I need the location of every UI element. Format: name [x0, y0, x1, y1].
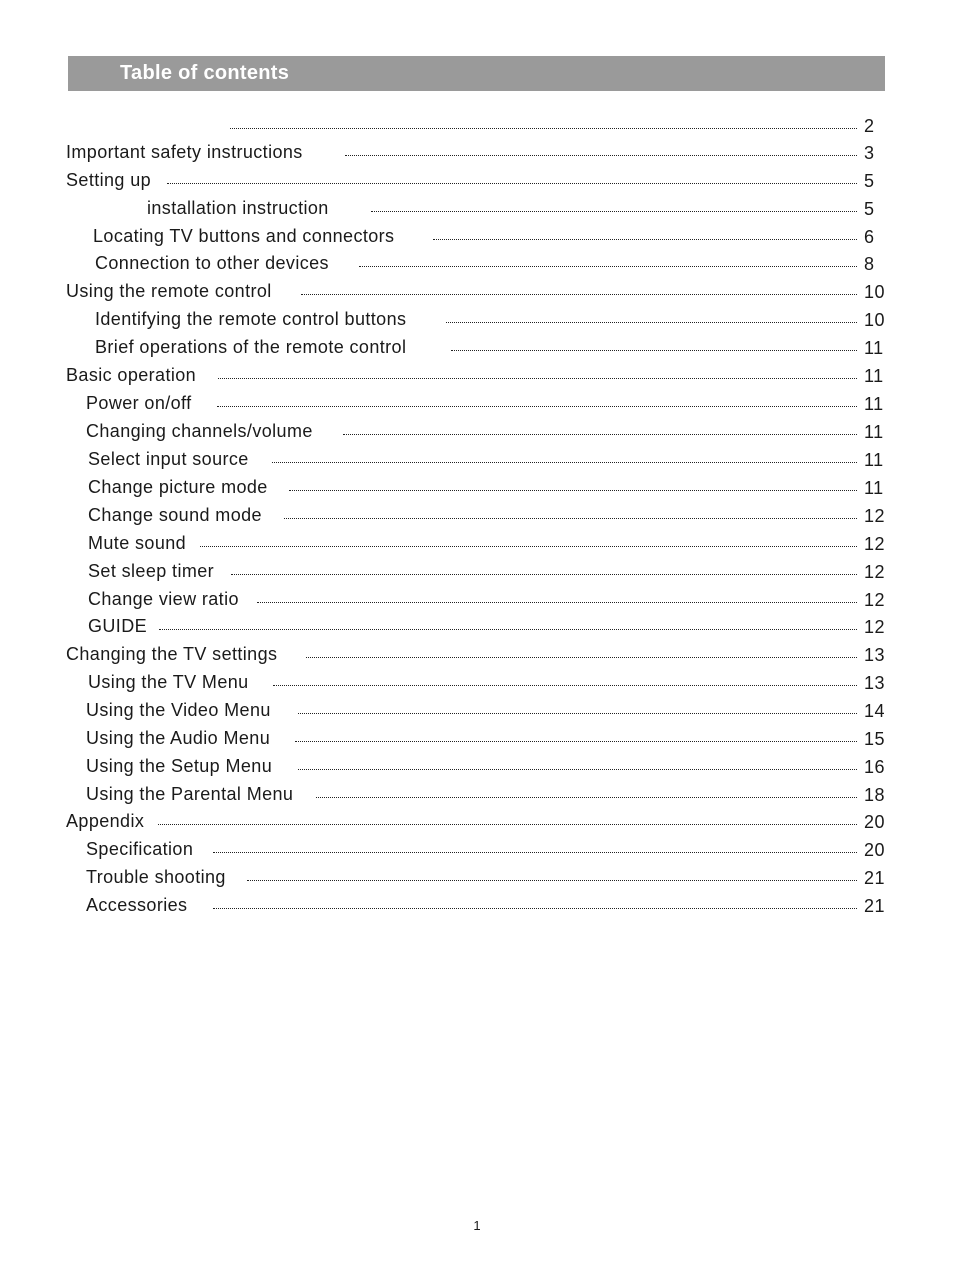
- toc-entry[interactable]: [0, 225, 954, 251]
- toc-entry-page-number: 11: [864, 338, 884, 358]
- toc-entry[interactable]: [0, 838, 954, 864]
- toc-entry[interactable]: [0, 783, 954, 809]
- toc-entry-page-number: 12: [864, 617, 886, 637]
- toc-entry[interactable]: [0, 448, 954, 474]
- toc-entry-label: Using the remote control: [66, 281, 272, 301]
- toc-dot-leader: [301, 294, 857, 295]
- toc-entry[interactable]: [0, 476, 954, 502]
- toc-entry-label: Using the Audio Menu: [86, 728, 271, 748]
- toc-entry-page-number: 12: [864, 534, 886, 554]
- toc-entry-page-number: 20: [864, 812, 886, 832]
- toc-dot-leader: [446, 322, 857, 323]
- toc-entry-page-number: 11: [864, 394, 884, 414]
- toc-dot-leader: [451, 350, 857, 351]
- toc-entry-page-number: 2: [864, 116, 875, 136]
- toc-entry-label: Change sound mode: [88, 505, 262, 525]
- toc-entry-page-number: 11: [864, 450, 884, 470]
- toc-dot-leader: [230, 128, 857, 129]
- toc-entry-page-number: 13: [864, 673, 886, 693]
- toc-entry[interactable]: [0, 699, 954, 725]
- toc-dot-leader: [284, 518, 857, 519]
- toc-dot-leader: [213, 852, 857, 853]
- toc-entry[interactable]: [0, 894, 954, 920]
- toc-dot-leader: [306, 657, 857, 658]
- toc-entry-label: Changing the TV settings: [66, 644, 278, 664]
- toc-entry[interactable]: [0, 114, 954, 140]
- toc-entry-label: Setting up: [66, 170, 152, 190]
- toc-entry-label: Identifying the remote control buttons: [95, 309, 407, 329]
- toc-dot-leader: [218, 378, 857, 379]
- toc-entry[interactable]: [0, 392, 954, 418]
- toc-entry-label: Mute sound: [88, 533, 187, 553]
- toc-entry[interactable]: [0, 308, 954, 334]
- toc-entry-label: Appendix: [66, 811, 145, 831]
- toc-entry-label: Change picture mode: [88, 477, 268, 497]
- toc-dot-leader: [359, 266, 857, 267]
- toc-entry[interactable]: [0, 615, 954, 641]
- toc-entry-label: Trouble shooting: [86, 867, 226, 887]
- toc-entry[interactable]: [0, 560, 954, 586]
- footer-page-number: 1: [473, 1218, 481, 1233]
- toc-entry-label: installation instruction: [147, 198, 329, 218]
- toc-entry[interactable]: [0, 504, 954, 530]
- toc-entry-label: Changing channels/volume: [86, 421, 313, 441]
- toc-entry-page-number: 18: [864, 785, 886, 805]
- toc-entry[interactable]: [0, 671, 954, 697]
- toc-entry-label: Specification: [86, 839, 194, 859]
- toc-dot-leader: [295, 741, 857, 742]
- toc-dot-leader: [298, 713, 857, 714]
- toc-entry-label: Locating TV buttons and connectors: [93, 226, 395, 246]
- toc-dot-leader: [289, 490, 857, 491]
- toc-dot-leader: [298, 769, 857, 770]
- toc-dot-leader: [257, 602, 857, 603]
- toc-entry-page-number: 11: [864, 478, 884, 498]
- toc-entry-page-number: 5: [864, 199, 875, 219]
- toc-entry[interactable]: [0, 420, 954, 446]
- toc-entry-label: Accessories: [86, 895, 188, 915]
- toc-entry[interactable]: [0, 336, 954, 362]
- toc-entry[interactable]: [0, 588, 954, 614]
- toc-entry[interactable]: [0, 643, 954, 669]
- toc-entry[interactable]: [0, 280, 954, 306]
- toc-entry-page-number: 3: [864, 143, 875, 163]
- toc-entry-page-number: 10: [864, 282, 886, 302]
- page-title: Table of contents: [120, 62, 290, 84]
- toc-entry[interactable]: [0, 727, 954, 753]
- toc-entry-label: Connection to other devices: [95, 253, 329, 273]
- toc-entry-page-number: 10: [864, 310, 886, 330]
- toc-entry-page-number: 11: [864, 366, 884, 386]
- toc-entry-label: Basic operation: [66, 365, 197, 385]
- toc-entry[interactable]: [0, 252, 954, 278]
- toc-dot-leader: [247, 880, 857, 881]
- toc-entry-page-number: 5: [864, 171, 875, 191]
- toc-entry[interactable]: [0, 364, 954, 390]
- toc-entry-page-number: 21: [864, 896, 886, 916]
- toc-dot-leader: [167, 183, 857, 184]
- toc-entry[interactable]: [0, 866, 954, 892]
- toc-entry[interactable]: [0, 197, 954, 223]
- toc-entry-page-number: 14: [864, 701, 886, 721]
- toc-entry[interactable]: [0, 755, 954, 781]
- toc-entry-label: Using the Setup Menu: [86, 756, 273, 776]
- toc-entry[interactable]: [0, 810, 954, 836]
- toc-dot-leader: [371, 211, 857, 212]
- toc-entry-page-number: 8: [864, 254, 875, 274]
- toc-entry-label: Using the TV Menu: [88, 672, 249, 692]
- toc-entry[interactable]: [0, 141, 954, 167]
- toc-dot-leader: [273, 685, 857, 686]
- toc-entry-page-number: 16: [864, 757, 886, 777]
- toc-entry-label: Power on/off: [86, 393, 192, 413]
- toc-entry-page-number: 11: [864, 422, 884, 442]
- toc-entry[interactable]: [0, 169, 954, 195]
- toc-entry-page-number: 20: [864, 840, 886, 860]
- toc-entry-label: Brief operations of the remote control: [95, 337, 407, 357]
- toc-entry-page-number: 12: [864, 562, 886, 582]
- toc-entry[interactable]: [0, 532, 954, 558]
- toc-dot-leader: [217, 406, 857, 407]
- toc-entry-label: GUIDE: [88, 616, 148, 636]
- toc-entry-page-number: 13: [864, 645, 886, 665]
- toc-dot-leader: [158, 824, 857, 825]
- toc-dot-leader: [159, 629, 857, 630]
- toc-dot-leader: [213, 908, 857, 909]
- toc-dot-leader: [200, 546, 857, 547]
- toc-dot-leader: [231, 574, 857, 575]
- toc-entry-label: Using the Video Menu: [86, 700, 271, 720]
- toc-dot-leader: [316, 797, 857, 798]
- toc-entry-page-number: 12: [864, 506, 886, 526]
- toc-entry-page-number: 15: [864, 729, 886, 749]
- toc-header-bar: [68, 56, 885, 91]
- toc-entry-label: Important safety instructions: [66, 142, 303, 162]
- toc-entry-page-number: 12: [864, 590, 886, 610]
- toc-entry-label: Change view ratio: [88, 589, 239, 609]
- toc-entry-page-number: 21: [864, 868, 886, 888]
- toc-entry-label: Using the Parental Menu: [86, 784, 294, 804]
- toc-dot-leader: [345, 155, 857, 156]
- toc-entry-label: Select input source: [88, 449, 249, 469]
- toc-entry-label: Set sleep timer: [88, 561, 215, 581]
- toc-dot-leader: [272, 462, 857, 463]
- toc-dot-leader: [343, 434, 857, 435]
- toc-dot-leader: [433, 239, 857, 240]
- toc-entry-page-number: 6: [864, 227, 875, 247]
